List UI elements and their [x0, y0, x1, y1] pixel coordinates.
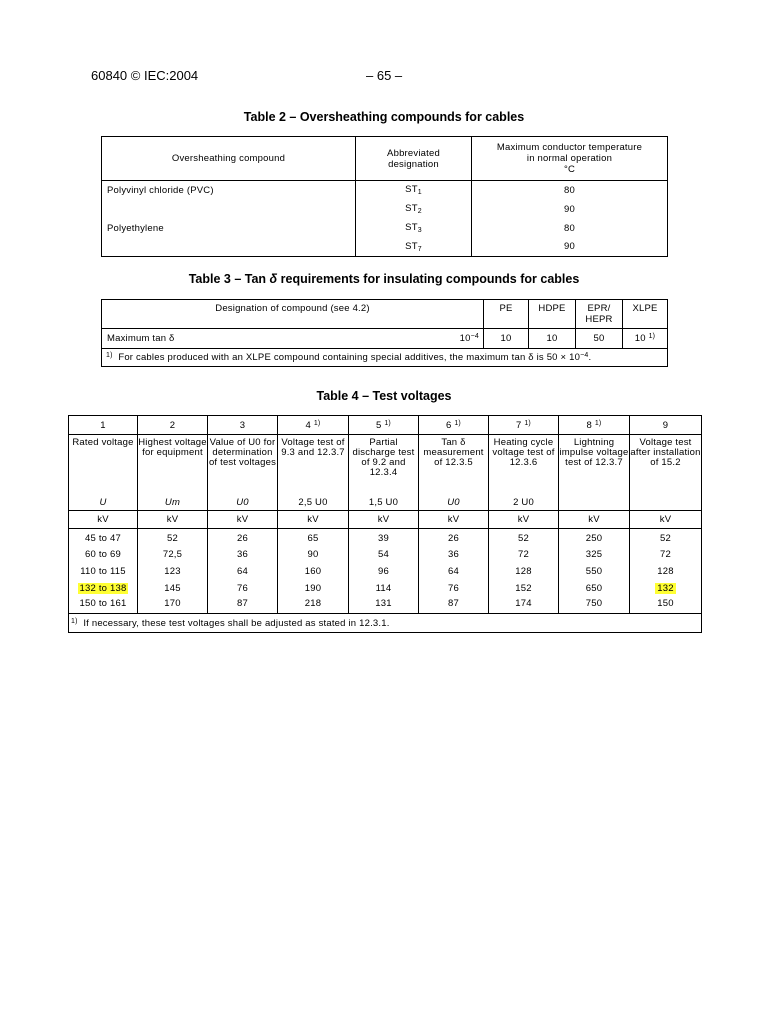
table4-cell-value: 114 — [375, 582, 392, 594]
table4-cell-value: 90 — [307, 548, 319, 560]
table2-cell: $ST_3$ — [356, 219, 472, 238]
table4-unit: kV — [278, 511, 349, 529]
table4-cell — [278, 529, 349, 546]
table4-cell — [349, 546, 419, 563]
table4-desc: Highest voltage for equipment — [138, 435, 208, 495]
table2-cell: 80 — [472, 181, 668, 200]
table2-cell: Polyethylene — [102, 219, 356, 238]
table4-unit: kV — [208, 511, 278, 529]
table3-cell: 50 — [576, 329, 623, 349]
table-row — [102, 238, 668, 257]
table4-cell — [630, 546, 702, 563]
table3-row-unit: $10^{-4}$ — [347, 329, 484, 349]
table2 — [101, 136, 668, 257]
table4-cell-value: 152 — [515, 582, 532, 594]
table4-cell — [278, 546, 349, 563]
table4-cell — [559, 546, 630, 563]
table4-cell-value: 160 — [304, 565, 322, 577]
table2-cell: $ST_2$ — [356, 200, 472, 219]
table4-cell-value: 87 — [448, 597, 459, 609]
table4-symbol: U0 — [208, 495, 278, 511]
table3-cell: 10 — [529, 329, 576, 349]
table4-cell — [419, 580, 489, 597]
table4-col-number: 3 — [208, 416, 278, 435]
table4-cell — [419, 546, 489, 563]
table4-cell-value: 170 — [164, 597, 181, 609]
table4-cell — [138, 563, 208, 580]
table4-cell-value: 128 — [515, 565, 532, 577]
table4-desc: Voltage test of 9.3 and 12.3.7 — [278, 435, 349, 495]
table4-number-row — [69, 416, 702, 435]
table4-cell — [630, 597, 702, 614]
table-row — [69, 580, 702, 597]
table4-cell — [630, 563, 702, 580]
table4-cell — [419, 597, 489, 614]
table4-cell-value: 123 — [164, 565, 181, 577]
table4-symbol: U — [69, 495, 138, 511]
table4-cell — [138, 597, 208, 614]
table4-cell — [278, 597, 349, 614]
table4-symbol: 2 U0 — [489, 495, 559, 511]
table3-header-epr: EPR/ HEPR — [576, 300, 623, 329]
table4-desc: Voltage test after installation of 15.2 — [630, 435, 702, 495]
table4-symbol: Um — [138, 495, 208, 511]
table4-unit: kV — [349, 511, 419, 529]
table4-symbol — [559, 495, 630, 511]
table4-cell — [208, 546, 278, 563]
table4-cell — [630, 580, 702, 597]
page-number: – 65 – — [366, 68, 403, 83]
table2-cell: Polyvinyl chloride (PVC) — [102, 181, 356, 200]
table4-col-number: 9 — [630, 416, 702, 435]
table4-cell-value: 550 — [585, 565, 603, 577]
table4-symbol: U0 — [419, 495, 489, 511]
table4-cell-value: 76 — [237, 582, 248, 594]
table4-unit: kV — [559, 511, 630, 529]
table4-cell-value: 150 to 161 — [79, 597, 127, 609]
table4-cell-value: 26 — [448, 533, 459, 545]
table4-cell — [489, 546, 559, 563]
table-row — [102, 181, 668, 200]
table4-cell-value: 52 — [660, 533, 671, 545]
table4-cell — [630, 529, 702, 546]
table2-cell: 90 — [472, 238, 668, 257]
table4-cell — [559, 580, 630, 597]
table4-col-number: 5 $^{1)}$ — [349, 416, 419, 435]
table4-unit: kV — [138, 511, 208, 529]
table4-cell — [489, 529, 559, 546]
table4-symbol: 1,5 U0 — [349, 495, 419, 511]
table4-unit: kV — [489, 511, 559, 529]
table-row — [69, 597, 702, 614]
table2-cell — [102, 200, 356, 219]
table4-cell-value: 36 — [237, 548, 248, 560]
table4-cell — [419, 529, 489, 546]
table4-unit: kV — [419, 511, 489, 529]
table4-cell-value: 132 — [657, 582, 674, 594]
table4-cell — [559, 563, 630, 580]
table4-cell — [69, 580, 138, 597]
table-row — [69, 529, 702, 546]
table2-caption: Table 2 – Oversheathing compounds for cables — [243, 110, 525, 124]
table4-symbol: 2,5 U0 — [278, 495, 349, 511]
table4-unit-row — [69, 511, 702, 529]
table4-cell — [208, 580, 278, 597]
table4-cell — [349, 597, 419, 614]
table2-header-compound: Oversheathing compound — [102, 137, 356, 181]
table2-header-temp: Maximum conductor temperature in normal operation °C — [472, 137, 668, 181]
table4-cell-value: 64 — [448, 565, 459, 577]
table4-desc: Rated voltage — [69, 435, 138, 495]
table4-cell-value: 65 — [307, 533, 319, 545]
table4-desc: Partial discharge test of 9.2 and 12.3.4 — [349, 435, 419, 495]
table4-cell — [559, 597, 630, 614]
table4-cell-value: 52 — [518, 533, 529, 545]
table4-footnote: $^{1)}$ If necessary, these test voltages shall be adjusted as stated in 12.3.1. — [69, 614, 702, 633]
table4-cell-value: 650 — [585, 582, 603, 594]
table4-cell — [559, 529, 630, 546]
table4-cell — [69, 546, 138, 563]
table2-cell — [102, 238, 356, 257]
table4-desc: Heating cycle voltage test of 12.3.6 — [489, 435, 559, 495]
table4-cell-value: 128 — [657, 565, 674, 577]
table4-cell-value: 39 — [378, 533, 389, 545]
table4-cell-value: 36 — [448, 548, 459, 560]
table-row — [102, 329, 668, 349]
table3-header-hdpe: HDPE — [529, 300, 576, 329]
table4-col-number: 4 $^{1)}$ — [278, 416, 349, 435]
table4-cell — [69, 529, 138, 546]
table4-cell-value: 145 — [164, 582, 181, 594]
table4-cell-value: 96 — [378, 565, 389, 577]
table3-header-xlpe: XLPE — [623, 300, 668, 329]
table4-cell — [419, 563, 489, 580]
table4-cell — [208, 597, 278, 614]
table2-cell: 90 — [472, 200, 668, 219]
table4-description-row — [69, 435, 702, 495]
table4-cell-value: 72,5 — [162, 548, 183, 560]
table-row — [102, 219, 668, 238]
table4-cell — [349, 529, 419, 546]
table3-cell: 10 $^{1)}$ — [623, 329, 668, 349]
table4-cell — [489, 563, 559, 580]
table4-cell-value: 174 — [515, 597, 532, 609]
table4-unit: kV — [630, 511, 702, 529]
table4-col-number: 6 $^{1)}$ — [419, 416, 489, 435]
table4-cell — [138, 529, 208, 546]
table4-cell-value: 218 — [304, 597, 322, 609]
table4-cell-value: 54 — [378, 548, 389, 560]
table4-desc: Value of U0 for determination of test voltages — [208, 435, 278, 495]
table2-cell: $ST_1$ — [356, 181, 472, 200]
document-id: 60840 © IEC:2004 — [91, 68, 199, 83]
table4 — [68, 415, 702, 633]
table4-cell-value: 76 — [448, 582, 459, 594]
table4-unit: kV — [69, 511, 138, 529]
table4-caption: Table 4 – Test voltages — [316, 389, 452, 403]
table4-desc: Tan δ measurement of 12.3.5 — [419, 435, 489, 495]
table3-row-label: Maximum tan δ — [102, 329, 348, 349]
table-row — [102, 200, 668, 219]
table4-col-number: 7 $^{1)}$ — [489, 416, 559, 435]
table4-cell-value: 132 to 138 — [79, 582, 127, 594]
table4-cell-value: 87 — [237, 597, 248, 609]
table4-body — [69, 529, 702, 614]
table4-cell-value: 72 — [660, 548, 671, 560]
table2-header-abbr: Abbreviated designation — [356, 137, 472, 181]
table2-cell: $ST_7$ — [356, 238, 472, 257]
table4-cell-value: 52 — [167, 533, 178, 545]
table-row — [69, 563, 702, 580]
table4-cell — [69, 563, 138, 580]
table3-header-pe: PE — [484, 300, 529, 329]
table4-cell — [278, 580, 349, 597]
table4-cell-value: 131 — [375, 597, 392, 609]
table4-col-number: 1 — [69, 416, 138, 435]
table3 — [101, 299, 668, 367]
table4-cell-value: 325 — [585, 548, 603, 560]
table4-cell — [489, 580, 559, 597]
table4-cell-value: 250 — [585, 533, 603, 545]
table4-cell-value: 72 — [518, 548, 529, 560]
table4-cell — [489, 597, 559, 614]
table4-desc: Lightning impulse voltage test of 12.3.7 — [559, 435, 630, 495]
table4-cell-value: 26 — [237, 533, 248, 545]
table4-col-number: 8 $^{1)}$ — [559, 416, 630, 435]
table4-cell — [349, 580, 419, 597]
table4-cell-value: 150 — [657, 597, 674, 609]
table4-cell — [69, 597, 138, 614]
table4-cell — [208, 563, 278, 580]
table4-cell — [138, 580, 208, 597]
table3-cell: 10 — [484, 329, 529, 349]
table4-cell — [208, 529, 278, 546]
table4-cell-value: 110 to 115 — [80, 565, 126, 577]
table4-col-number: 2 — [138, 416, 208, 435]
table2-cell: 80 — [472, 219, 668, 238]
table4-cell — [349, 563, 419, 580]
table4-cell-value: 45 to 47 — [85, 533, 121, 545]
table3-header-designation: Designation of compound (see 4.2) — [102, 300, 484, 329]
table3-caption: Table 3 – Tan δ requirements for insulating compounds for cables — [188, 272, 580, 286]
table4-cell — [278, 563, 349, 580]
table4-symbol — [630, 495, 702, 511]
table4-cell — [138, 546, 208, 563]
table3-footnote: $^{1)}$ For cables produced with an XLPE compound containing special additives, the maximum tan δ is $50 \times 10^{-4}$. — [102, 349, 668, 367]
table4-cell-value: 750 — [585, 597, 603, 609]
table4-cell-value: 190 — [304, 582, 322, 594]
table-row — [69, 546, 702, 563]
table4-symbol-row — [69, 495, 702, 511]
table4-cell-value: 60 to 69 — [85, 548, 121, 560]
table4-cell-value: 64 — [237, 565, 248, 577]
